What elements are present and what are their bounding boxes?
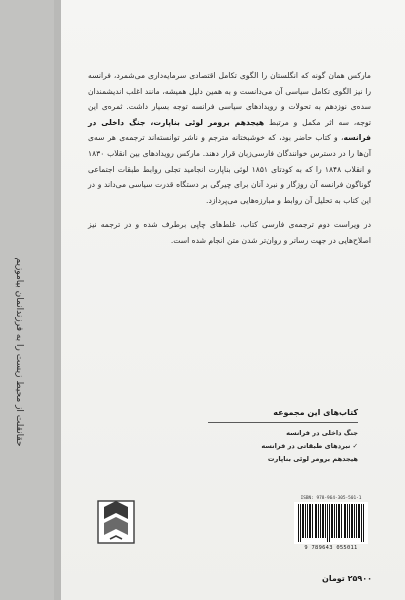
spine-band: [0, 0, 61, 600]
blurb-text: [88, 68, 371, 249]
blurb-book-titles: هیجدهم برومر لوئی بناپارت، جنگ داخلی در فرانسه: [88, 117, 371, 143]
blurb-p1-part-a: مارکس همان گونه که انگلستان را الگوی تکامل اقتصادی سرمایه‌داری می‌شمرد، فرانسه را نیز الگوی تکامل سیاسی آن می‌دانست و به همین دلیل همیشه، مانند اغلب اندیشمندان سده‌ی نوزدهم به تحولات و رویدادهای سیاسی فرانسه توجه بسیار داشت. ثمره‌ی این توجه، سه اثر مکمل و مرتبط: [88, 71, 371, 127]
vertical-tagline: حقانقلت از محیط زیست را به فرزندانمان بیاموزیم: [14, 257, 24, 447]
spine-band-inner: [0, 0, 54, 600]
blurb-p1-part-b: ، و کتاب حاضر بود، که خوشبختانه مترجم و ناشر توانسته‌اند ترجمه‌ی هر سه‌ی آن‌ها را در دسترس خوانندگان فارسی‌زبان قرار دهند. مارکس رویدادهای بین انقلاب ۱۸۳۰ و انقلاب ۱۸۴۸ را که به کودتای ۱۸۵۱ لوئی بناپارت انجامید تجلی روابط طبقات اجتماعی گوناگون فرانسه آن روزگار و نبرد آنان برای چیرگی بر دستگاه قدرت سیاسی می‌داند و در این کتاب به تحلیل آن روابط و مبارزه‌هایی می‌پردازد.: [88, 133, 372, 205]
series-item: [208, 427, 358, 440]
blurb-paragraph-1: [88, 68, 371, 208]
series-list: [208, 406, 358, 466]
barcode-icon: [294, 502, 368, 544]
publisher-logo: [96, 499, 136, 545]
series-title: کتاب‌های این مجموعه: [273, 408, 358, 417]
series-item: [208, 440, 358, 453]
barcode-block: [294, 496, 368, 560]
blurb-paragraph-2: در ویراست دوم ترجمه‌ی فارسی کتاب، غلط‌های چاپی برطرف شده و در ترجمه نیز اصلاح‌هایی در جهت رساتر و روان‌تر شدن متن انجام شده است.: [88, 220, 371, 245]
series-item-label: جنگ داخلی در فرانسه: [286, 429, 358, 437]
series-item: [208, 453, 358, 466]
series-item-label: هیجدهم برومر لوئی بناپارت: [267, 455, 358, 463]
isbn-label: ISBN: 978-964-305-501-1: [300, 496, 362, 501]
series-divider: [208, 422, 358, 423]
series-item-label: نبردهای طبقاتی در فرانسه: [261, 442, 351, 450]
price-label: ۲۵۹۰۰ تومان: [321, 574, 372, 583]
barcode-number: 9 789643 055011: [304, 545, 358, 551]
check-icon: ✓: [350, 442, 358, 450]
